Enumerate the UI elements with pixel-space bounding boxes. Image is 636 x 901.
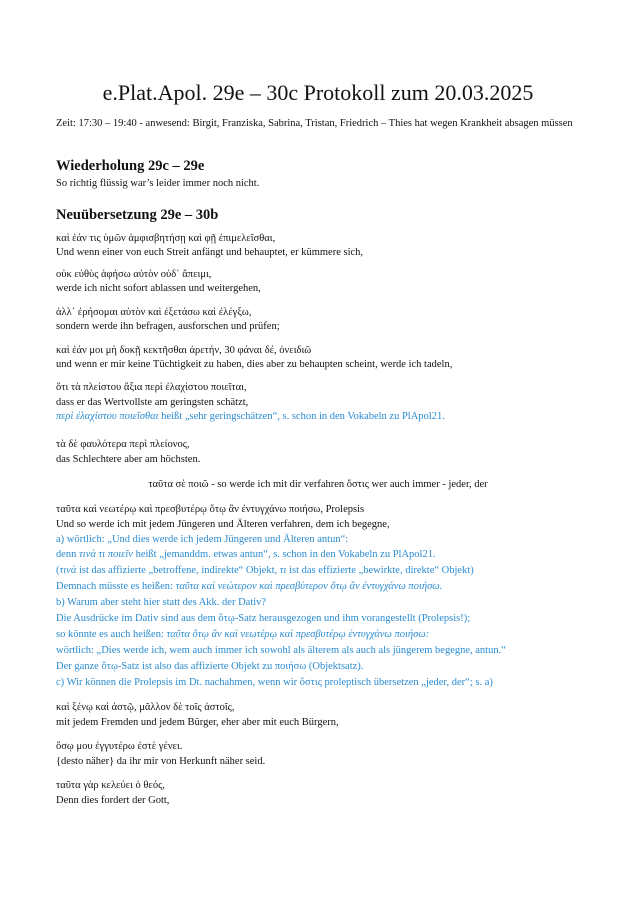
translation-line: und wenn er mir keine Tüchtigkeit zu haben, dies aber zu behaupten scheint, werde ich tadeln,	[56, 359, 453, 370]
section-heading-translation: Neuübersetzung 29e – 30b	[56, 207, 219, 223]
section-heading-repetition: Wiederholung 29c – 29e	[56, 158, 205, 174]
meta-info: Zeit: 17:30 – 19:40 - anwesend: Birgit, Franziska, Sabrina, Tristan, Friedrich – Thies hat wegen Krankheit absagen müssen	[56, 118, 573, 129]
note-line: Der ganze ὅτῳ-Satz ist also das affizierte Objekt zu ποιήσω (Objektsatz).	[56, 661, 364, 672]
translation-line: sondern werde ihn befragen, ausforschen und prüfen;	[56, 321, 280, 332]
greek-line: καὶ ξένῳ καὶ ἀστῷ, μᾶλλον δὲ τοῖς ἀστοῖς,	[56, 702, 235, 713]
translation-line: Und wenn einer von euch Streit anfängt und behauptet, er kümmere sich,	[56, 247, 364, 258]
greek-line: ταῦτα γὰρ κελεύει ὁ θεός,	[56, 780, 165, 791]
note-line: Die Ausdrücke im Dativ sind aus dem ὅτῳ-Satz herausgezogen und ihm vorangestellt (Prolepsis!);	[56, 613, 471, 624]
note-text: denn	[56, 549, 80, 560]
page-title: e.Plat.Apol. 29e – 30c Protokoll zum 20.03.2025	[102, 80, 534, 105]
note-line-a: a) wörtlich: „Und dies werde ich jedem Jüngeren und Älteren antun“:	[56, 534, 349, 545]
greek-phrase: τι	[279, 565, 287, 576]
translation-line: dass er das Wertvollste am geringsten schätzt,	[56, 397, 249, 408]
translation-line: {desto näher} da ihr mir von Herkunft näher seid.	[56, 756, 266, 767]
note-text: (	[56, 565, 60, 576]
translation-line: Denn dies fordert der Gott,	[56, 795, 170, 806]
note-line	[56, 548, 436, 561]
translation-line: mit jedem Fremden und jedem Bürger, eher aber mit euch Bürgern,	[56, 717, 339, 728]
greek-line: τὰ δὲ φαυλότερα περὶ πλείονος,	[56, 439, 190, 450]
note-line	[56, 564, 474, 577]
greek-phrase: τινὰ τι ποιεῖν	[79, 549, 133, 560]
translation-line: werde ich nicht sofort ablassen und weitergehen,	[56, 283, 261, 294]
note-text: Demnach müsste es heißen:	[56, 581, 176, 592]
note-line-c: c) Wir können die Prolepsis im Dt. nachahmen, wenn wir ὅστις proleptisch übersetzen „jeder, der“; s. a)	[56, 677, 493, 688]
greek-line: ὅτι τὰ πλείστου ἄξια περὶ ἐλαχίστου ποιεῖται,	[56, 382, 247, 393]
greek-phrase: τινὰ	[59, 565, 77, 576]
note-line	[56, 628, 429, 641]
repetition-text: So richtig flüssig war’s leider immer noch nicht.	[56, 178, 260, 189]
greek-line: ἀλλ᾽ ἐρήσομαι αὐτὸν καὶ ἐξετάσω καὶ ἐλέγξω,	[56, 307, 252, 318]
note-text: heißt „sehr geringschätzen“, s. schon in den Vokabeln zu PlApol21.	[158, 411, 445, 422]
greek-line: καὶ ἐάν μοι μὴ δοκῇ κεκτῆσθαι ἀρετήν, 30 φάναι δέ, ὀνειδιῶ	[56, 345, 312, 356]
greek-phrase: ταῦτα ὅτῳ ἂν καὶ νεωτέρῳ καὶ πρεσβυτέρῳ ἐντυγχάνω ποιήσω:	[166, 629, 430, 640]
greek-line: καὶ ἐάν τις ὑμῶν ἀμφισβητήσῃ καὶ φῇ ἐπιμελεῖσθαι,	[56, 233, 276, 244]
centered-note-line: ταῦτα σὲ ποιῶ - so werde ich mit dir verfahren ὅστις wer auch immer - jeder, der	[148, 479, 488, 490]
note-text: heißt „jemanddm. etwas antun“, s. schon in den Vokabeln zu PlApol21.	[132, 549, 436, 560]
note-line-b: b) Warum aber steht hier statt des Akk. der Dativ?	[56, 597, 267, 608]
greek-line: οὐκ εὐθὺς ἀφήσω αὐτὸν οὐδ᾽ ἄπειμι,	[56, 269, 212, 280]
note-text: ist das effizierte „bewirkte, direkte“ Objekt)	[286, 565, 474, 576]
greek-phrase: ταῦτα καὶ νεώτερον καὶ πρεσβύτερον ὅτῳ ἂν ἐντυγχάνω ποιήσω.	[175, 581, 443, 592]
translation-line: Und so werde ich mit jedem Jüngeren und Älteren verfahren, dem ich begegne,	[56, 519, 390, 530]
greek-phrase: περὶ ἐλαχίστου ποιεῖσθαι	[56, 411, 159, 422]
note-text: so könnte es auch heißen:	[56, 629, 167, 640]
note-line: wörtlich: „Dies werde ich, wem auch immer ich sowohl als älterem als auch als jüngerem begegne, antun.“	[56, 645, 506, 656]
note-line	[56, 410, 445, 423]
note-text: ist das affizierte „betroffene, indirekte“ Objekt,	[76, 565, 280, 576]
greek-line: ὅσῳ μου ἐγγυτέρω ἐστὲ γένει.	[56, 741, 183, 752]
greek-line: ταῦτα καὶ νεωτέρῳ καὶ πρεσβυτέρῳ ὅτῳ ἂν ἐντυγχάνω ποιήσω, Prolepsis	[56, 504, 365, 515]
translation-line: das Schlechtere aber am höchsten.	[56, 454, 201, 465]
note-line	[56, 580, 442, 593]
